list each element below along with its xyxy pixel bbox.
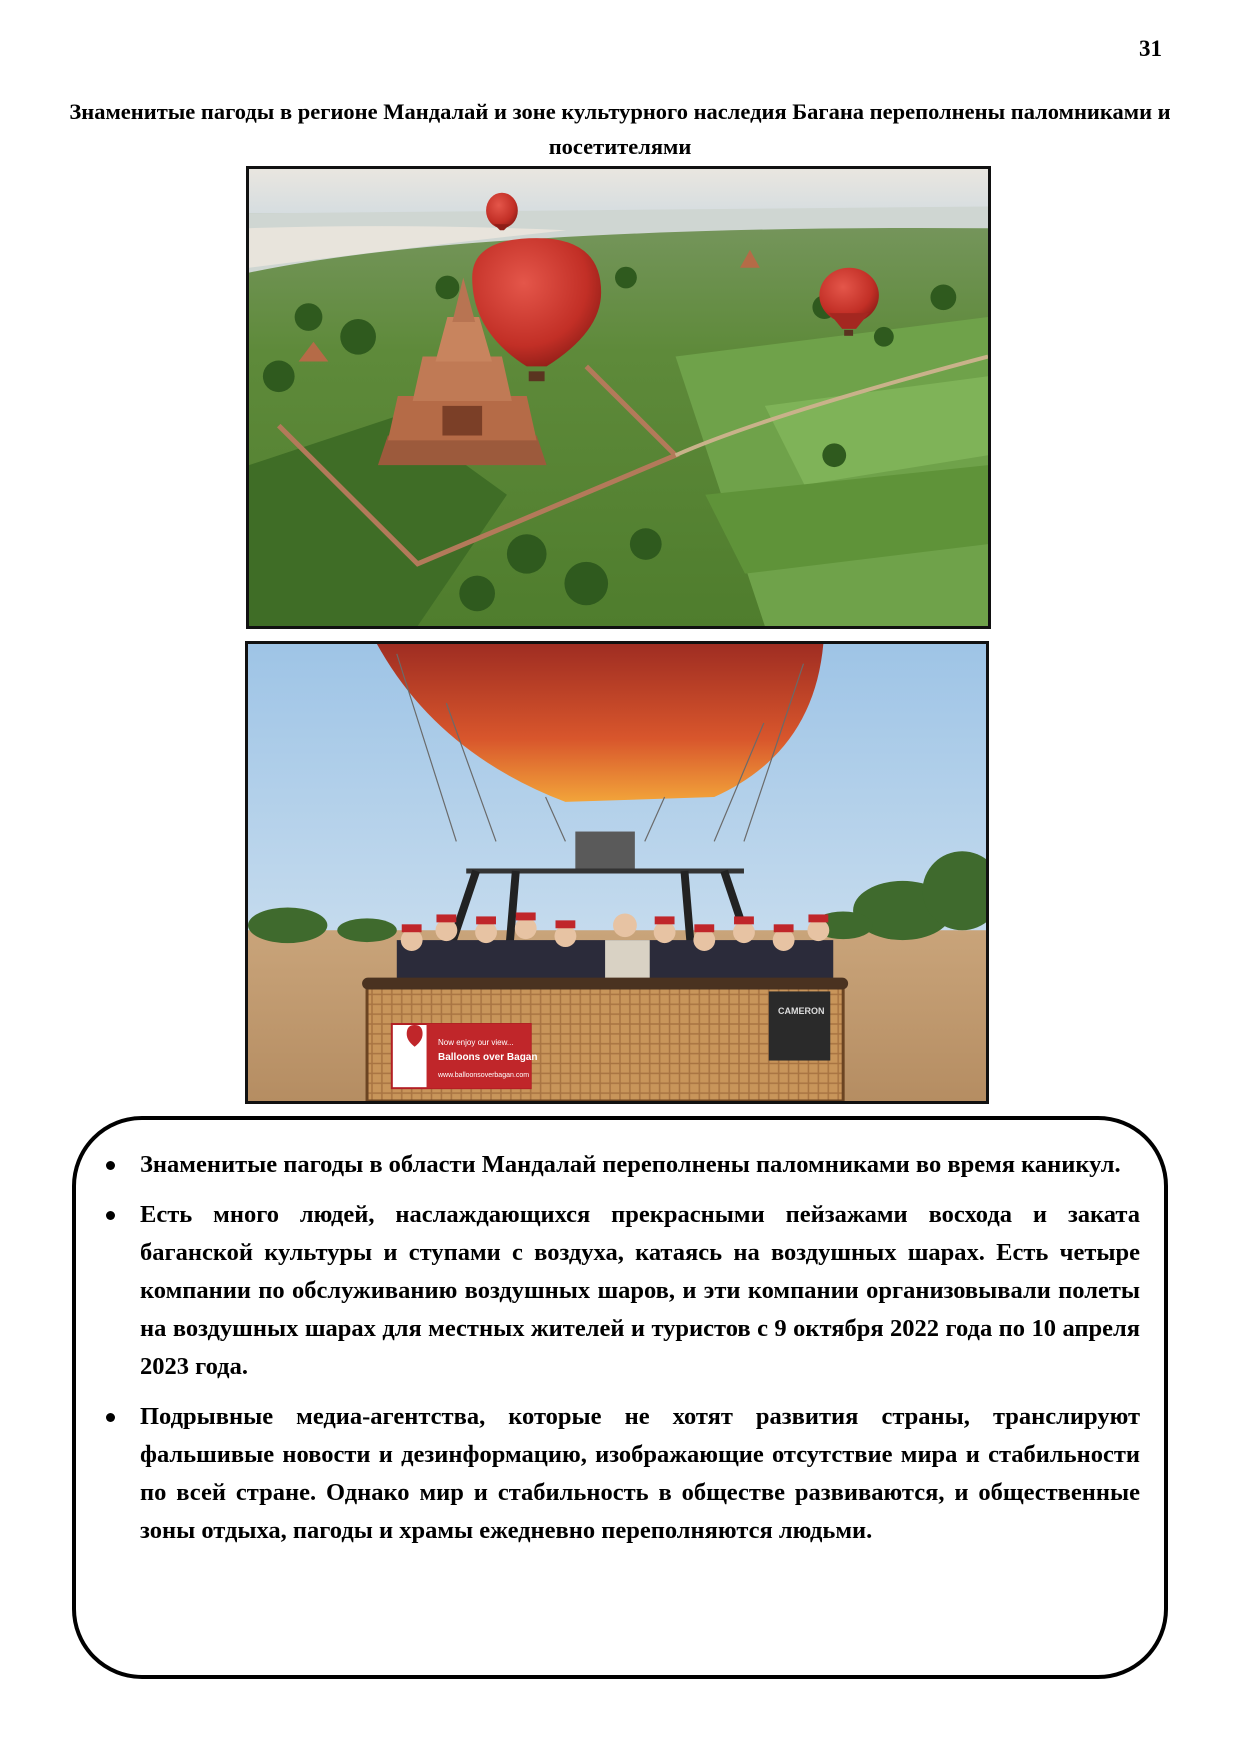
bullet-text: Подрывные медиа-агентства, которые не хотят развития страны, транслируют фальшивые новости и дезинформацию, изображающие отсутствие мира и стабильности по всей стране. Однако мир и стабильность в обществе развиваются, и общественные зоны отдыха, пагоды и храмы ежедневно переполняются людьми. [140, 1403, 1140, 1544]
bullet-icon [106, 1211, 115, 1220]
bullet-item [100, 1146, 1140, 1184]
banner-line1: Now enjoy our view... [438, 1038, 514, 1047]
balloon-basket-passengers-photo [245, 641, 989, 1104]
bullet-list [100, 1146, 1140, 1562]
bullet-icon [106, 1161, 115, 1170]
bullet-item [100, 1398, 1140, 1550]
bullet-text: Знаменитые пагоды в области Мандалай переполнены паломниками во время каникул. [140, 1151, 1121, 1178]
banner-url: www.balloonsoverbagan.com [438, 1072, 530, 1079]
banner-line2: Balloons over Bagan [438, 1052, 538, 1063]
aerial-bagan-balloons-photo [246, 166, 991, 629]
page-number: 31 [1139, 36, 1162, 61]
bullet-text: Есть много людей, наслаждающихся прекрасными пейзажами восхода и заката баганской культуры и ступами с воздуха, катаясь на воздушных шарах. Есть четыре компании по обслуживанию воздушных шаров, и эти компании организовывали полеты на воздушных шарах для местных жителей и туристов с 9 октября 2022 года по 10 апреля 2023 года. [140, 1201, 1140, 1380]
bullet-icon [106, 1413, 115, 1422]
bullet-item [100, 1196, 1140, 1386]
page-title: Знаменитые пагоды в регионе Мандалай и зоне культурного наследия Багана переполнены паломниками и посетителями [69, 99, 1171, 159]
basket-tag: CAMERON [778, 1006, 825, 1016]
